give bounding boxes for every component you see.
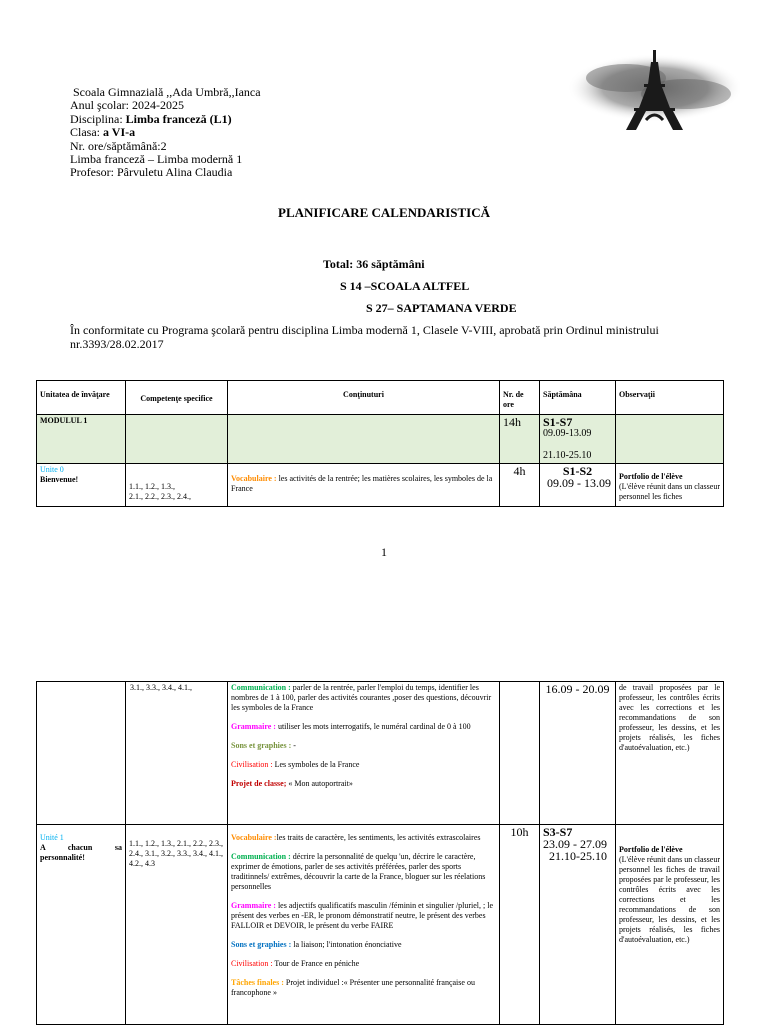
language: Limba franceză – Limba modernă 1 <box>70 152 243 167</box>
unit0-week: S1-S2 09.09 - 13.09 <box>540 464 616 507</box>
header-contents: Conţinuturi <box>228 381 500 415</box>
green-week: S 27– SAPTAMANA VERDE <box>366 301 517 315</box>
unit0-competences: 1.1., 1.2., 1.3., 2.1., 2.2., 2.3., 2.4., <box>126 464 228 507</box>
discipline: Disciplina: Limba franceză (L1) <box>70 111 232 126</box>
unit0-observations: Portfolio de l'élève (L'élève réunit dans un classeur personnel les fiches <box>616 464 724 507</box>
class: Clasa: a VI-a <box>70 125 136 140</box>
planning-table-page1 <box>36 380 724 507</box>
school-year: Anul şcolar: 2024-2025 <box>70 98 184 113</box>
unit0-cont-competences: 3.1., 3.3., 3.4., 4.1., <box>126 682 228 825</box>
total-weeks: Total: 36 săptămâni <box>323 257 425 271</box>
unit0-continued-row <box>37 682 724 825</box>
unit1-title: A chacun sa personnalité! <box>40 843 122 862</box>
unit1-competences: 1.1., 1.2., 1.3., 2.1., 2.2., 2.3., 2.4., 3.1., 3.2., 3.3., 3.4., 4.1., 4.2., 4.3 <box>126 825 228 1025</box>
header-week: Săptămâna <box>540 381 616 415</box>
teacher: Profesor: Pârvuletu Alina Claudia <box>70 165 233 180</box>
header-observations: Observaţii <box>616 381 724 415</box>
hours-per-week: Nr. ore/săptămână:2 <box>70 138 167 153</box>
unit0-row <box>37 464 724 507</box>
module-row <box>37 415 724 464</box>
table-header-row <box>37 381 724 415</box>
header-block <box>70 86 261 180</box>
page-title: PLANIFICARE CALENDARISTICĂ <box>278 205 490 220</box>
unit0-contents: Vocabulaire : les activités de la rentrée; les matières scolaires, les symboles de la France <box>228 464 500 507</box>
module-label: MODULUL 1 <box>37 415 126 464</box>
unit1-label: Unité 1 <box>40 833 64 842</box>
module-hours: 14h <box>500 415 540 464</box>
page-number: 1 <box>381 545 387 559</box>
unit1-row <box>37 825 724 1025</box>
unit1-cell <box>37 825 126 1025</box>
school-name: Scoala Gimnazială ,,Ada Umbră,,Ianca <box>73 85 261 99</box>
unit0-cell <box>37 464 126 507</box>
header-unit: Unitatea de învăţare <box>37 381 126 415</box>
unit0-cont-contents: Communication : parler de la rentrée, parler l'emploi du temps, identifier les nombres de 1 à 100, parler des activités courantes ,poser des questions, découvrir les symboles de la France Grammaire : utiliser les mots interrogatifs, le numéral cardinal de 0 à 100 Sons et graphies : - Civilisation : Les symboles de la France Projet de classe; « Mon autoportrait» <box>228 682 500 825</box>
unit0-title: Bienvenue! <box>40 475 79 484</box>
unit0-label: Unite 0 <box>40 465 64 474</box>
header-hours: Nr. de ore <box>500 381 540 415</box>
conformity-statement: În conformitate cu Programa şcolară pentru disciplina Limba modernă 1, Clasele V-VIII, aprobată prin Ordinul ministrului nr.3393/28.02.2017 <box>70 323 659 351</box>
unit0-hours: 4h <box>500 464 540 507</box>
module-week: S1-S7 09.09-13.09 21.10-25.10 <box>540 415 616 464</box>
unit1-week: S3-S7 23.09 - 27.09 21.10-25.10 <box>540 825 616 1025</box>
unit1-contents: Vocabulaire :les traits de caractère, les sentiments, les activités extrascolaires Communication : décrire la personnalité de quelqu 'un, décrire le caractère, exprimer de émotions, parler de ses activités préférées, parler des sports traditinnels/ extrêmes, découvrir la carte de la France, bloguer sur les réelations personnelles Grammaire : les adjectifs qualificatifs masculin /féminin et singulier /pluriel, ; le présent des verbes en -ER, le pronom démonstratif neutre, le présent des verbes FALLOIR et DEVOIR, le présent du verbe FAIRE Sons et graphies : la liaison; l'intonation énonciative Civilisation : Tour de France en péniche Tâches finales : Projet individuel :« Présenter une personnalité française ou francophone » <box>228 825 500 1025</box>
unit1-hours: 10h <box>500 825 540 1025</box>
planning-table-page2 <box>36 681 724 1025</box>
unit0-cont-observations: de travail proposées par le professeur, les contrôles écrits avec les corrections et les recommandations de son professeur, les dessins, et les projets réalisés, les fiches d'autoévaluation, etc.) <box>616 682 724 825</box>
school-altfel-week: S 14 –SCOALA ALTFEL <box>340 279 470 293</box>
eiffel-tower-image <box>566 48 744 132</box>
header-competences: Competenţe specifice <box>126 381 228 415</box>
unit0-cont-week: 16.09 - 20.09 <box>540 682 616 825</box>
unit1-observations: Portfolio de l'élève (L'élève réunit dans un classeur personnel les fiches de travail proposées par le professeur, les contrôles écrits avec les corrections et les recommandations de son professeur, les dessins, et les projets réalisés, les fiches d'autoévaluation, etc.) <box>616 825 724 1025</box>
